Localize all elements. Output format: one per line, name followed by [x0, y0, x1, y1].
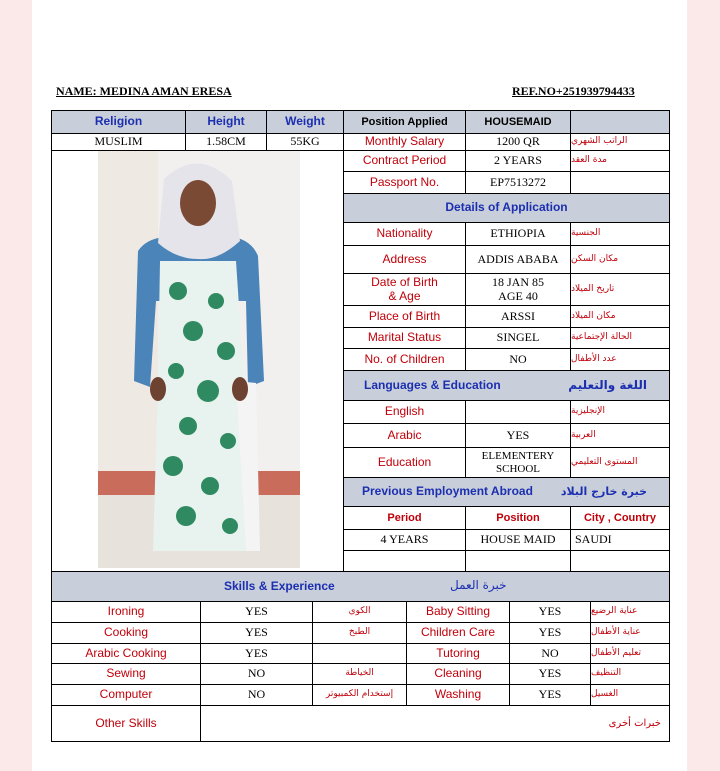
- city-country-header: City , Country: [570, 506, 670, 530]
- other-skills-label: Other Skills: [51, 705, 201, 742]
- right-skill-arabic: التنظيف: [590, 663, 670, 685]
- dob-value: 18 JAN 85 AGE 40: [465, 273, 571, 306]
- right-skill-value: YES: [509, 663, 591, 685]
- arabic-arabic: العربية: [570, 423, 670, 448]
- left-skill-value: NO: [200, 663, 313, 685]
- left-skill-value: YES: [200, 601, 313, 623]
- place-of-birth-arabic: مكان الميلاد: [570, 305, 670, 328]
- address-label: Address: [343, 245, 466, 274]
- employment-heading: [343, 477, 670, 507]
- nationality-label: Nationality: [343, 222, 466, 246]
- right-skill-label: Washing: [406, 684, 510, 706]
- weight-value: 55KG: [266, 133, 344, 151]
- children-label: No. of Children: [343, 348, 466, 371]
- left-skill-arabic: الطبخ: [312, 622, 407, 644]
- marital-status-value: SINGEL: [465, 327, 571, 349]
- right-skill-label: Tutoring: [406, 643, 510, 664]
- employment-empty-cell: [570, 550, 670, 572]
- english-arabic: الإنجليزية: [570, 400, 670, 424]
- period-header: Period: [343, 506, 466, 530]
- monthly-salary-label: Monthly Salary: [343, 133, 466, 151]
- skills-heading-arabic: خبرة العمل: [450, 578, 507, 592]
- left-skill-label: Ironing: [51, 601, 201, 623]
- religion-value: MUSLIM: [51, 133, 186, 151]
- applicant-photo: [98, 151, 300, 568]
- education-value: ELEMENTERY SCHOOL: [465, 447, 571, 478]
- monthly-salary-value: 1200 QR: [465, 133, 571, 151]
- other-skills-value: [200, 705, 670, 742]
- employment-empty-cell: [465, 550, 571, 572]
- address-value: ADDIS ABABA: [465, 245, 571, 274]
- position-applied-label: Position Applied: [343, 110, 466, 134]
- left-skill-label: Sewing: [51, 663, 201, 685]
- left-skill-value: YES: [200, 643, 313, 664]
- left-skill-arabic: إستخدام الكمبيوتر: [312, 684, 407, 706]
- height-header: Height: [185, 110, 267, 134]
- languages-heading-text: Languages & Education: [364, 377, 501, 392]
- marital-status-label: Marital Status: [343, 327, 466, 349]
- arabic-value: YES: [465, 423, 571, 448]
- monthly-salary-arabic: الراتب الشهري: [570, 133, 670, 151]
- other-skills-arabic: خبرات أخرى: [608, 718, 661, 729]
- english-value: [465, 400, 571, 424]
- contract-period-arabic: مدة العقد: [570, 150, 670, 172]
- nationality-value: ETHIOPIA: [465, 222, 571, 246]
- passport-arabic: [570, 171, 670, 194]
- dob-arabic: تاريخ الميلاد: [570, 273, 670, 306]
- employment-country-value: SAUDI: [570, 529, 670, 551]
- address-arabic: مكان السكن: [570, 245, 670, 274]
- right-skill-label: Cleaning: [406, 663, 510, 685]
- dob-label: Date of Birth & Age: [343, 273, 466, 306]
- contract-period-label: Contract Period: [343, 150, 466, 172]
- skills-heading-text: Skills & Experience: [224, 579, 335, 593]
- left-skill-label: Computer: [51, 684, 201, 706]
- education-label: Education: [343, 447, 466, 478]
- employment-heading-arabic: خبرة خارج البلاد: [560, 484, 647, 498]
- employment-position-header: Position: [465, 506, 571, 530]
- religion-header: Religion: [51, 110, 186, 134]
- position-arabic-cell: [570, 110, 670, 134]
- applicant-name: NAME: MEDINA AMAN ERESA: [56, 84, 232, 98]
- left-skill-value: NO: [200, 684, 313, 706]
- right-skill-value: YES: [509, 601, 591, 623]
- right-skill-arabic: تعليم الأطفال: [590, 643, 670, 664]
- left-skill-label: Cooking: [51, 622, 201, 644]
- arabic-label: Arabic: [343, 423, 466, 448]
- right-skill-arabic: الغسيل: [590, 684, 670, 706]
- employment-heading-text: Previous Employment Abroad: [362, 484, 533, 499]
- education-arabic: المستوى التعليمي: [570, 447, 670, 478]
- languages-heading-arabic: اللغة والتعليم: [568, 377, 647, 392]
- place-of-birth-label: Place of Birth: [343, 305, 466, 328]
- right-skill-arabic: عناية الرضيع: [590, 601, 670, 623]
- employment-position-value: HOUSE MAID: [465, 529, 571, 551]
- languages-heading: [343, 370, 670, 401]
- nationality-arabic: الجنسية: [570, 222, 670, 246]
- position-applied-value: HOUSEMAID: [465, 110, 571, 134]
- english-label: English: [343, 400, 466, 424]
- right-skill-label: Baby Sitting: [406, 601, 510, 623]
- contract-period-value: 2 YEARS: [465, 150, 571, 172]
- left-skill-value: YES: [200, 622, 313, 644]
- details-of-application-heading: Details of Application: [343, 193, 670, 223]
- left-skill-arabic: [312, 643, 407, 664]
- left-skill-arabic: الخياطة: [312, 663, 407, 685]
- skills-heading: [51, 571, 670, 602]
- height-value: 1.58CM: [185, 133, 267, 151]
- passport-value: EP7513272: [465, 171, 571, 194]
- employment-period-value: 4 YEARS: [343, 529, 466, 551]
- employment-empty-cell: [343, 550, 466, 572]
- passport-label: Passport No.: [343, 171, 466, 194]
- left-skill-arabic: الكوي: [312, 601, 407, 623]
- left-skill-label: Arabic Cooking: [51, 643, 201, 664]
- right-skill-label: Children Care: [406, 622, 510, 644]
- right-skill-value: NO: [509, 643, 591, 664]
- right-skill-arabic: عناية الأطفال: [590, 622, 670, 644]
- reference-number: REF.NO+251939794433: [512, 84, 635, 98]
- children-value: NO: [465, 348, 571, 371]
- children-arabic: عدد الأطفال: [570, 348, 670, 371]
- weight-header: Weight: [266, 110, 344, 134]
- right-skill-value: YES: [509, 684, 591, 706]
- marital-status-arabic: الحالة الإجتماعية: [570, 327, 670, 349]
- place-of-birth-value: ARSSI: [465, 305, 571, 328]
- right-skill-value: YES: [509, 622, 591, 644]
